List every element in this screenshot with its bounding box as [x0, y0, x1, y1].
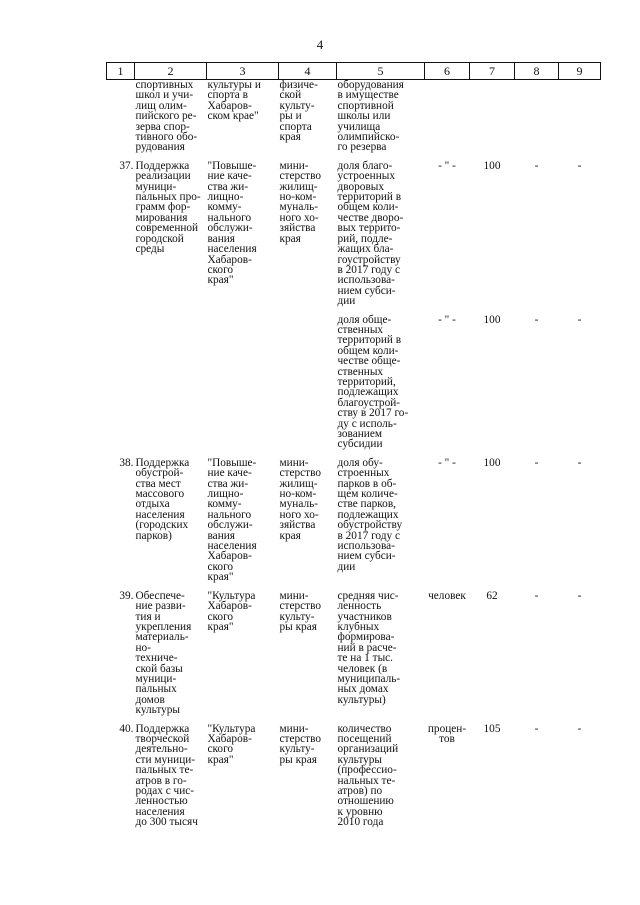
program-cell: [207, 161, 279, 307]
value-2018: [515, 80, 559, 153]
event-name-cell: [135, 80, 207, 153]
column-header: 6: [425, 63, 470, 80]
value-2019: -: [577, 456, 582, 469]
unit-cell: [425, 591, 470, 716]
value-2019: -: [577, 589, 582, 602]
ministry-cell: [279, 161, 337, 307]
unit-cell: [425, 315, 470, 450]
ministry-cell: [279, 315, 337, 450]
program-cell: [207, 724, 279, 828]
indicator-cell: [337, 315, 425, 450]
table-row: [107, 161, 601, 307]
value-2018: -: [534, 589, 539, 602]
event-name: спортивных школ и учи- лищ олим- пийского ре- зерва спор- тивного обо- рудования: [135, 79, 198, 154]
event-name: Поддержка творческой деятельно- сти муници- пальных те- атров в го- родах с чис- ленностью населения до 300 тысяч: [135, 722, 198, 829]
unit-cell: [425, 458, 470, 583]
indicator-cell: [337, 458, 425, 583]
column-header: 9: [559, 63, 601, 80]
value-2017: [470, 80, 515, 153]
indicator-cell: [337, 591, 425, 716]
value-2018: -: [534, 159, 539, 172]
ministry-name: мини- стерство жилищ- но-ком- муналь- ного хо- зяйства края: [279, 456, 321, 542]
ministry-name: физиче- ской культу- ры и спорта края: [279, 79, 318, 144]
indicator-text: оборудования в имуществе спортивной школы или училища олимпийско- го резерва: [337, 79, 404, 154]
column-header: 1: [107, 63, 135, 80]
column-header: 7: [470, 63, 515, 80]
event-name-cell: [135, 458, 207, 583]
indicator-text: доля обще- ственных территорий в общем коли- честве обще- ственных территорий, подлежащих благоустрой- ству в 2017 го- ду с исполь- зованием субсидии: [337, 313, 409, 451]
unit-text: процен- тов: [427, 722, 467, 745]
value-2017: 100: [483, 313, 501, 326]
ministry-name: мини- стерство культу- ры края: [279, 589, 321, 633]
unit-text: - " -: [438, 313, 456, 326]
indicator-cell: [337, 161, 425, 307]
indicator-text: доля благо- устроенных дворовых территорий в общем коли- честве дворо- вых террито- рий, подле- жащих бла- гоустройству в 2017 году с использова- нием субси- дии: [337, 159, 404, 308]
column-header: 5: [337, 63, 425, 80]
event-name-cell: [135, 315, 207, 450]
program-name: "Культура Хабаров- ского края": [207, 722, 256, 766]
program-cell: [207, 458, 279, 583]
value-2019: [559, 80, 601, 153]
value-2017: 62: [486, 589, 498, 602]
row-number: 40.: [119, 722, 134, 735]
ministry-cell: [279, 458, 337, 583]
row-number: [107, 80, 135, 153]
table-row: [107, 458, 601, 583]
unit-cell: [425, 724, 470, 828]
ministry-cell: [279, 724, 337, 828]
table-row: [107, 315, 601, 450]
program-cell: [207, 315, 279, 450]
page-number: 4: [316, 37, 324, 52]
column-header: 2: [135, 63, 207, 80]
value-2017: 105: [483, 722, 501, 735]
indicator-text: количество посещений организаций культуры (профессио- нальных те- атров) по отношению к уровню 2010 года: [337, 722, 399, 829]
unit-text: - " -: [438, 159, 456, 172]
value-2017: 100: [483, 159, 501, 172]
program-name: "Культура Хабаров- ского края": [207, 589, 256, 633]
event-name: Обеспече- ние разви- тия и укрепления материаль- но- техниче- ской базы муници- пальных домов культуры: [135, 589, 192, 717]
column-number-row: [107, 63, 601, 80]
value-2018: -: [534, 313, 539, 326]
ministry-cell: [279, 80, 337, 153]
indicator-cell: [337, 80, 425, 153]
column-header: 8: [515, 63, 559, 80]
value-2018: -: [534, 456, 539, 469]
table-row: [107, 724, 601, 828]
event-name: Поддержка обустрой- ства мест массового отдыха населения (городских парков): [135, 456, 190, 542]
row-number: [107, 315, 135, 450]
program-name: культуры и спорта в Хабаров- ском крае": [207, 79, 261, 123]
value-2019: -: [577, 159, 582, 172]
unit-text: - " -: [438, 456, 456, 469]
event-name-cell: [135, 161, 207, 307]
program-name: "Повыше- ние каче- ства жи- лищно- комму- нального обслужи- вания населения Хабаров- ского края": [207, 456, 257, 584]
table-row: [107, 80, 601, 153]
table-row: [107, 591, 601, 716]
value-2019: -: [577, 722, 582, 735]
row-number: 38.: [119, 456, 134, 469]
unit-cell: [425, 80, 470, 153]
indicators-table: [106, 62, 601, 828]
unit-cell: [425, 161, 470, 307]
ministry-cell: [279, 591, 337, 716]
indicator-cell: [337, 724, 425, 828]
value-2018: -: [534, 722, 539, 735]
unit-text: человек: [428, 589, 466, 602]
program-cell: [207, 591, 279, 716]
event-name: Поддержка реализации муници- пальных про- грамм фор- мирования современной городской среды: [135, 159, 201, 256]
column-header: 4: [279, 63, 337, 80]
event-name-cell: [135, 591, 207, 716]
program-name: "Повыше- ние каче- ства жи- лищно- комму- нального обслужи- вания населения Хабаров- ского края": [207, 159, 257, 287]
value-2017: 100: [483, 456, 501, 469]
program-cell: [207, 80, 279, 153]
indicator-text: средняя чис- ленность участников клубных формирова- ний в расче- те на 1 тыс. человек (в муниципаль- ных домах культуры): [337, 589, 401, 706]
row-number: 37.: [119, 159, 134, 172]
event-name-cell: [135, 724, 207, 828]
value-2019: -: [577, 313, 582, 326]
ministry-name: мини- стерство жилищ- но-ком- муналь- ного хо- зяйства края: [279, 159, 321, 245]
ministry-name: мини- стерство культу- ры края: [279, 722, 321, 766]
column-header: 3: [207, 63, 279, 80]
row-number: 39.: [119, 589, 134, 602]
indicator-text: доля обу- строенных парков в об- щем количе- стве парков, подлежащих обустройству в 2017 году с использова- нием субси- дии: [337, 456, 403, 573]
